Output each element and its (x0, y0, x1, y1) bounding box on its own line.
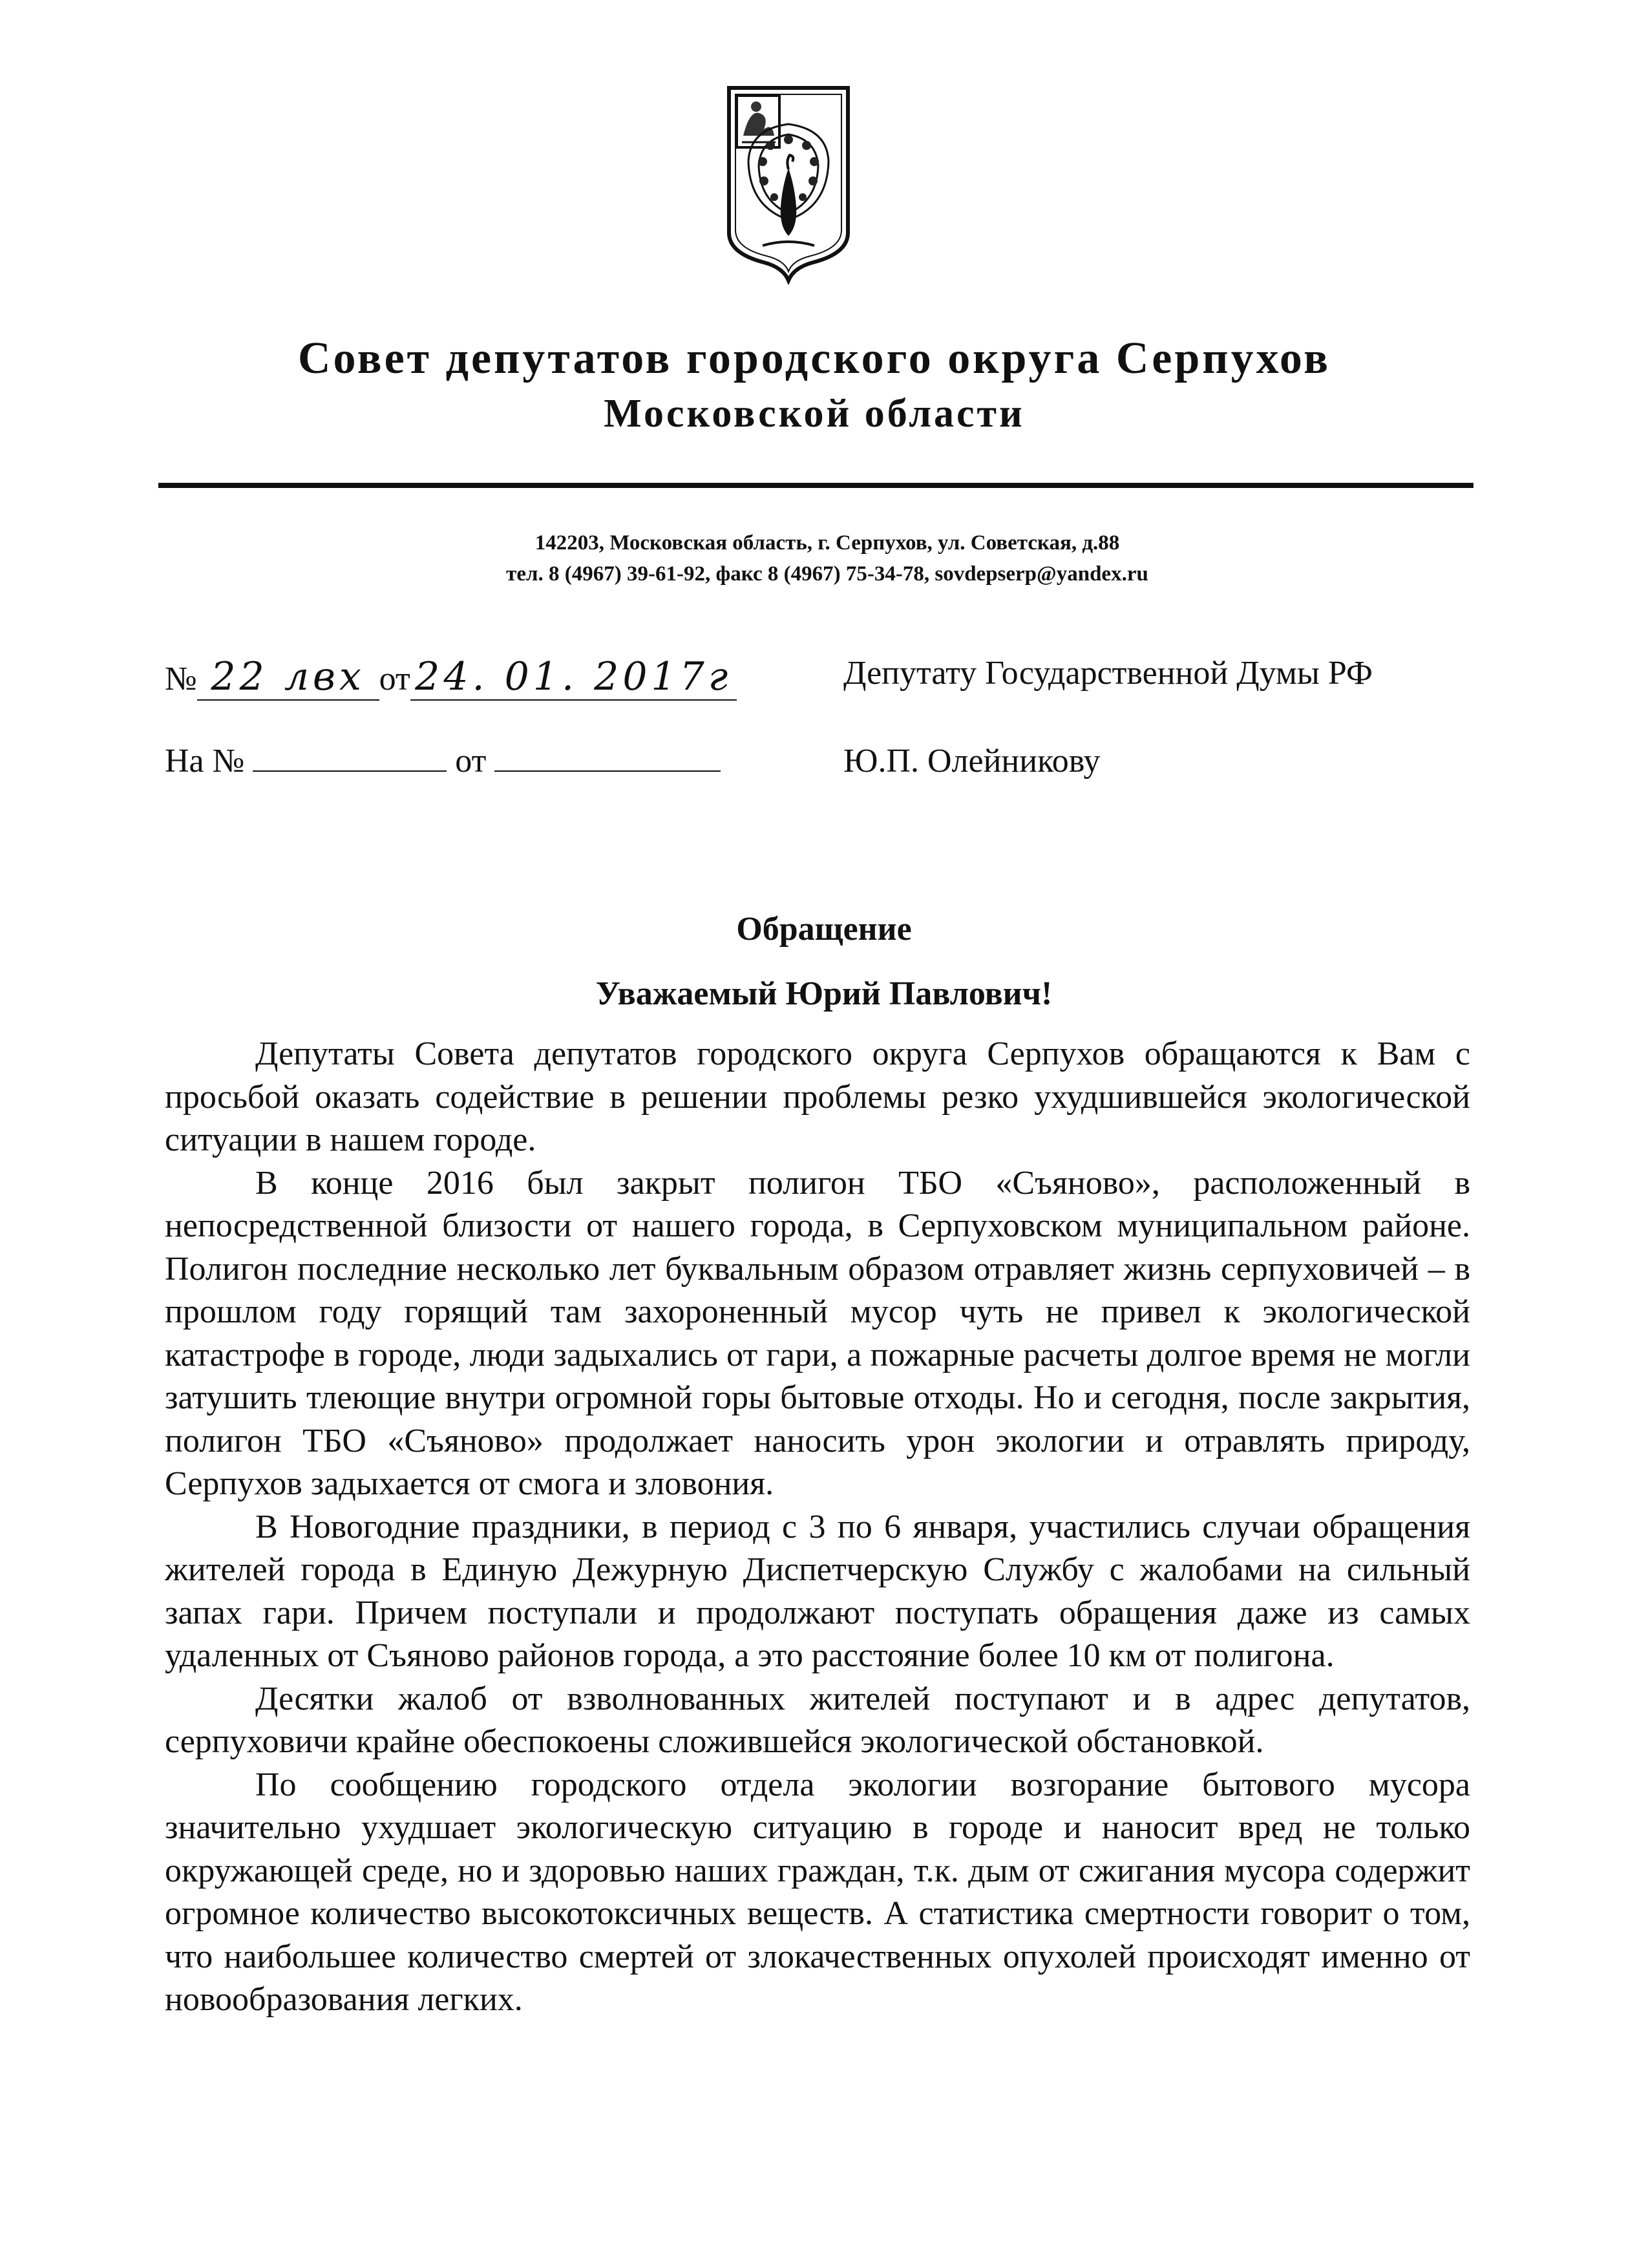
organization-region: Московской области (604, 392, 1025, 436)
contact-info: тел. 8 (4967) 39-61-92, факс 8 (4967) 75-34-78, sovdepserp@yandex.ru (506, 562, 1148, 586)
reply-reference (165, 742, 721, 780)
addressee-name: Ю.П. Олейникову (843, 743, 1101, 779)
letter-greeting: Уважаемый Юрий Павлович! (595, 975, 1053, 1012)
paragraph: Десятки жалоб от взволнованных жителей поступают и в адрес депутатов, серпуховичи крайне обеспокоены сложившейся экологической обстановкой. (165, 1680, 1470, 1760)
addressee-position: Депутату Государственной Думы РФ (843, 655, 1373, 692)
organization-name: Совет депутатов городского округа Серпухов (298, 334, 1331, 383)
outgoing-reference (165, 654, 737, 701)
date-label: от (379, 661, 410, 697)
reply-date-blank (494, 770, 721, 772)
paragraph: В конце 2016 был закрыт полигон ТБО «Съяново», расположенный в непосредственной близости от нашего города, в Серпуховском муниципальном районе. Полигон последние несколько лет буквальным образом отравляет жизнь серпуховичей – в прошлом году горящий там захороненный мусор чуть не привел к экологической катастрофе в городе, люди задыхались от гари, а пожарные расчеты долгое время не могли затушить тлеющие внутри огромной горы бытовые отходы. Но и сегодня, после закрытия, полигон ТБО «Съяново» продолжает наносить урон экологии и отравлять природу, Серпухов задыхается от смога и зловония. (165, 1164, 1470, 1502)
number-label: № (165, 661, 197, 697)
postal-address: 142203, Московская область, г. Серпухов, ул. Советская, д.88 (534, 531, 1120, 555)
paragraph: По сообщению городского отдела экологии возгорание бытового мусора значительно ухудшает экологическую ситуацию в городе и наносит вред не только окружающей среде, но и здоровью наших граждан, т.к. дым от сжигания мусора содержит огромное количество высокотоксичных веществ. А статистика смертности говорит о том, что наибольшее количество смертей от злокачественных опухолей происходят именно от новообразования легких. (165, 1766, 1470, 2018)
reply-number-blank (253, 770, 447, 772)
header-divider (158, 483, 1474, 488)
reply-number-label: На № (165, 743, 245, 779)
serpukhov-coat-of-arms-icon (724, 84, 853, 284)
handwritten-date: 24. 01. 2017г (410, 654, 737, 701)
paragraph: В Новогодние праздники, в период с 3 по 6 января, участились случаи обращения жителей города в Единую Дежурную Диспетчерскую Службу с жалобами на сильный запах гари. Причем поступали и продолжают поступать обращения даже из самых удаленных от Съяново районов города, а это расстояние более 10 км от полигона. (165, 1508, 1470, 1674)
paragraph: Депутаты Совета депутатов городского округа Серпухов обращаются к Вам с просьбой оказать содействие в решении проблемы резко ухудшившейся экологической ситуации в нашем городе. (165, 1035, 1470, 1158)
letter-title: Обращение (736, 911, 912, 948)
reply-date-label: от (455, 743, 487, 779)
handwritten-number: 22 лвх (197, 654, 379, 701)
letter-body (165, 1033, 1470, 2022)
